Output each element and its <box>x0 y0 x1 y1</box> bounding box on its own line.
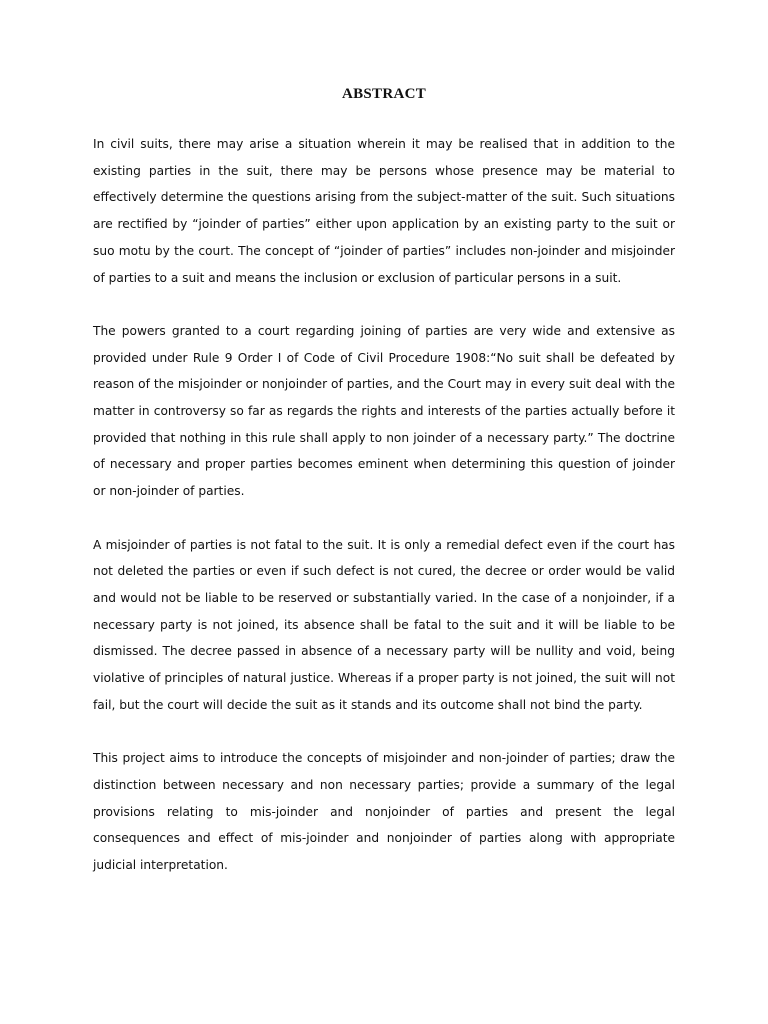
paragraph-2: The powers granted to a court regarding joining of parties are very wide and extensive as provided under Rule 9 Order I of Code of Civil Procedure 1908:“No suit shall be defeated by reason of the misjoinder or nonjoinder of parties, and the Court may in every suit deal with the matter in controversy so far as regards the rights and interests of the parties actually before it provided that nothing in this rule shall apply to non joinder of a necessary party.” The doctrine of necessary and proper parties becomes eminent when determining this question of joinder or non-joinder of parties. <box>93 323 675 499</box>
document-body <box>93 131 675 905</box>
page-title: ABSTRACT <box>341 86 427 102</box>
paragraph-4: This project aims to introduce the concepts of misjoinder and non-joinder of parties; draw the distinction between necessary and non necessary parties; provide a summary of the legal provisions relating to mis-joinder and nonjoinder of parties and present the legal consequences and effect of mis-joinder and nonjoinder of parties along with appropriate judicial interpretation. <box>93 751 675 872</box>
paragraph-1: In civil suits, there may arise a situation wherein it may be realised that in addition to the existing parties in the suit, there may be persons whose presence may be material to effectively determine the questions arising from the subject-matter of the suit. Such situations are rectified by “joinder of parties” either upon application by an existing party to the suit or suo motu by the court. The concept of “joinder of parties” includes non-joinder and misjoinder of parties to a suit and means the inclusion or exclusion of particular persons in a suit. <box>93 137 675 285</box>
paragraph-3: A misjoinder of parties is not fatal to the suit. It is only a remedial defect even if the court has not deleted the parties or even if such defect is not cured, the decree or order would be valid and would not be liable to be reserved or substantially varied. In the case of a nonjoinder, if a necessary party is not joined, its absence shall be fatal to the suit and it will be liable to be dismissed. The decree passed in absence of a necessary party will be nullity and void, being violative of principles of natural justice. Whereas if a proper party is not joined, the suit will not fail, but the court will decide the suit as it stands and its outcome shall not bind the party. <box>93 537 675 712</box>
